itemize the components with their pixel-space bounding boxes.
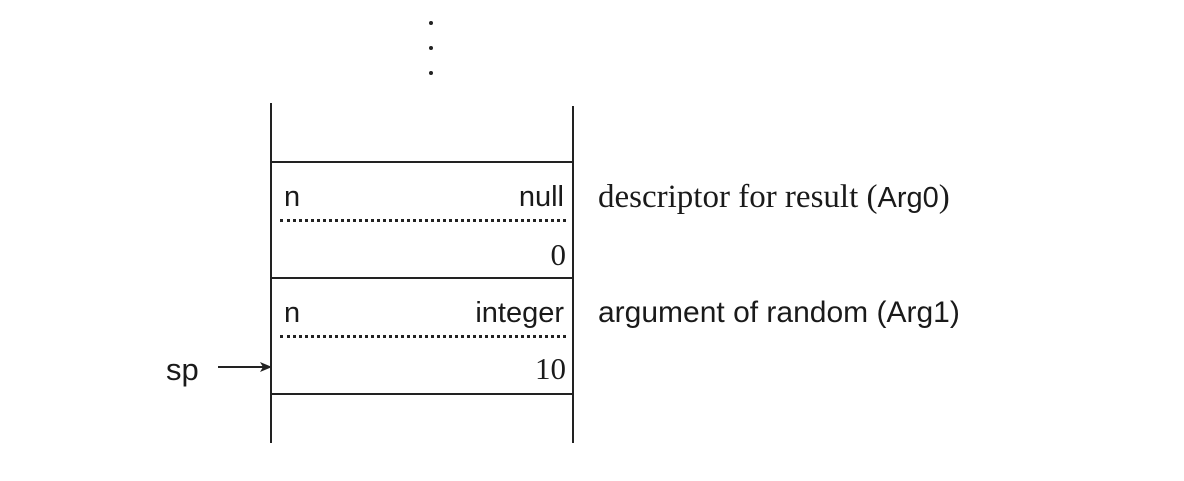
- continuation-dot-top: [429, 21, 433, 25]
- cell-boundary-3: [270, 393, 574, 395]
- cell-boundary-2: [270, 277, 574, 279]
- cell-1-annotation-prefix: argument of random (: [598, 296, 887, 329]
- cell-0-value: 0: [550, 237, 566, 272]
- cell-1-annotation-suffix: ): [949, 296, 960, 329]
- cell-0-annotation-prefix: descriptor for result (: [598, 179, 878, 215]
- cell-0-annotation-arg: Arg0: [877, 182, 939, 214]
- cell-1-type: integer: [475, 297, 564, 329]
- continuation-dot-middle: [429, 46, 433, 50]
- cell-0-annotation: [598, 180, 950, 215]
- continuation-dot-bottom: [429, 71, 433, 75]
- stack-left-wall: [270, 103, 272, 443]
- cell-1-annotation-arg: Arg1: [886, 296, 950, 329]
- cell-1-value: 10: [535, 351, 566, 386]
- descriptor-divider-1: [280, 335, 566, 338]
- cell-0-annotation-suffix: ): [938, 179, 950, 215]
- stack-pointer-label: sp: [166, 352, 199, 387]
- cell-1-annotation: [598, 296, 960, 330]
- cell-0-tag: n: [284, 181, 301, 213]
- stack-pointer-arrow: [216, 357, 274, 377]
- descriptor-divider-0: [280, 219, 566, 222]
- cell-boundary-1: [270, 161, 574, 163]
- cell-1-tag: n: [284, 297, 301, 329]
- cell-0-type: null: [518, 181, 564, 213]
